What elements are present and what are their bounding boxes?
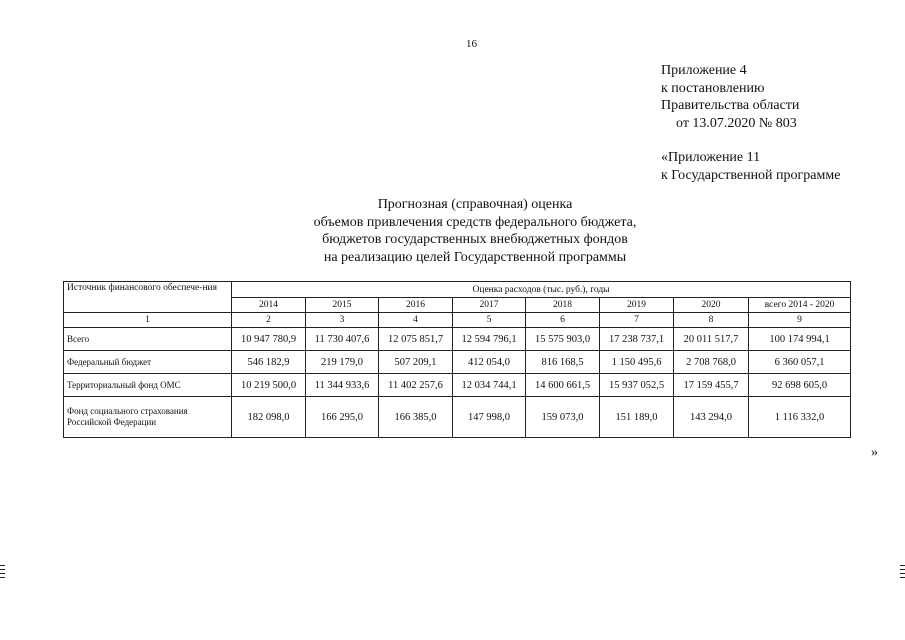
table-cell: 20 011 517,7: [674, 328, 749, 351]
table-cell: 166 295,0: [306, 397, 379, 438]
column-number: 1: [64, 313, 232, 328]
table-cell: 15 937 052,5: [600, 374, 674, 397]
table-cell: 412 054,0: [453, 351, 526, 374]
scan-mark-left: [0, 573, 5, 574]
table-cell: 12 594 796,1: [453, 328, 526, 351]
scan-mark-right: [900, 565, 905, 566]
column-number: 3: [306, 313, 379, 328]
row-source: Всего: [64, 328, 232, 351]
table-row-total: [64, 328, 851, 351]
scan-mark-left: [0, 565, 5, 566]
table-cell: 10 219 500,0: [232, 374, 306, 397]
year-header: 2017: [453, 298, 526, 313]
column-number: 8: [674, 313, 749, 328]
column-number: 6: [526, 313, 600, 328]
table-cell: 17 238 737,1: [600, 328, 674, 351]
annex-line: к постановлению: [661, 80, 765, 96]
table-cell: 143 294,0: [674, 397, 749, 438]
annex-line: Приложение 4: [661, 63, 747, 78]
table-cell-total: 100 174 994,1: [749, 328, 851, 351]
scan-mark-right: [900, 577, 905, 578]
annex-block: [661, 62, 799, 132]
scan-mark-right: [900, 569, 905, 570]
table-cell: 219 179,0: [306, 351, 379, 374]
table-cell-total: 92 698 605,0: [749, 374, 851, 397]
table-cell: 816 168,5: [526, 351, 600, 374]
title-line: Прогнозная (справочная) оценка: [377, 197, 573, 212]
column-number: 2: [232, 313, 306, 328]
title-line: на реализацию целей Государственной программы: [323, 249, 627, 265]
column-number: 9: [749, 313, 851, 328]
table-cell: 12 075 851,7: [379, 328, 453, 351]
table-cell: 1 150 495,6: [600, 351, 674, 374]
annex-line: от 13.07.2020 № 803: [676, 115, 797, 131]
row-source: Федеральный бюджет: [64, 351, 232, 374]
year-header: 2015: [306, 298, 379, 313]
title-line: объемов привлечения средств федерального бюджета,: [313, 214, 637, 230]
table-cell: 2 708 768,0: [674, 351, 749, 374]
page-number: 16: [466, 38, 477, 50]
table-cell: 11 730 407,6: [306, 328, 379, 351]
column-number: 7: [600, 313, 674, 328]
scan-mark-right: [900, 573, 905, 574]
table-cell: 11 344 933,6: [306, 374, 379, 397]
title-line: бюджетов государственных внебюджетных фондов: [322, 232, 628, 247]
column-number: 4: [379, 313, 453, 328]
table-cell: 147 998,0: [453, 397, 526, 438]
table-cell: 11 402 257,6: [379, 374, 453, 397]
table-cell: 12 034 744,1: [453, 374, 526, 397]
source-header: Источник финансового обеспече-ния: [64, 282, 232, 313]
table-cell: 546 182,9: [232, 351, 306, 374]
table-cell: 14 600 661,5: [526, 374, 600, 397]
row-source: Территориальный фонд ОМС: [64, 374, 232, 397]
table-row-fss: [64, 397, 851, 438]
year-header: 2020: [674, 298, 749, 313]
column-number-row: [64, 313, 851, 328]
annex-line: Правительства области: [661, 98, 800, 113]
table-cell: 159 073,0: [526, 397, 600, 438]
scan-mark-left: [0, 577, 5, 578]
year-header: 2018: [526, 298, 600, 313]
table-cell: 17 159 455,7: [674, 374, 749, 397]
table-row-federal: [64, 351, 851, 374]
budget-table: [63, 281, 851, 438]
row-source: Фонд социального страхования Российской Федерации: [64, 397, 232, 438]
table-cell: 166 385,0: [379, 397, 453, 438]
document-title: [250, 196, 700, 266]
expenses-header: Оценка расходов (тыс. руб.), годы: [232, 282, 851, 298]
year-header: 2019: [600, 298, 674, 313]
table-cell: 151 189,0: [600, 397, 674, 438]
year-header: 2014: [232, 298, 306, 313]
annex-prev-line: «Приложение 11: [661, 150, 761, 165]
table-cell: 10 947 780,9: [232, 328, 306, 351]
table-cell: 15 575 903,0: [526, 328, 600, 351]
table-row-oms: [64, 374, 851, 397]
annex-prev-block: [661, 149, 840, 184]
column-number: 5: [453, 313, 526, 328]
total-header: всего 2014 - 2020: [749, 298, 851, 313]
year-header: 2016: [379, 298, 453, 313]
table-cell: 182 098,0: [232, 397, 306, 438]
annex-prev-line: к Государственной программе: [661, 167, 841, 183]
closing-quote: »: [871, 445, 878, 460]
table-cell-total: 1 116 332,0: [749, 397, 851, 438]
table-cell-total: 6 360 057,1: [749, 351, 851, 374]
table-cell: 507 209,1: [379, 351, 453, 374]
scan-mark-left: [0, 569, 5, 570]
